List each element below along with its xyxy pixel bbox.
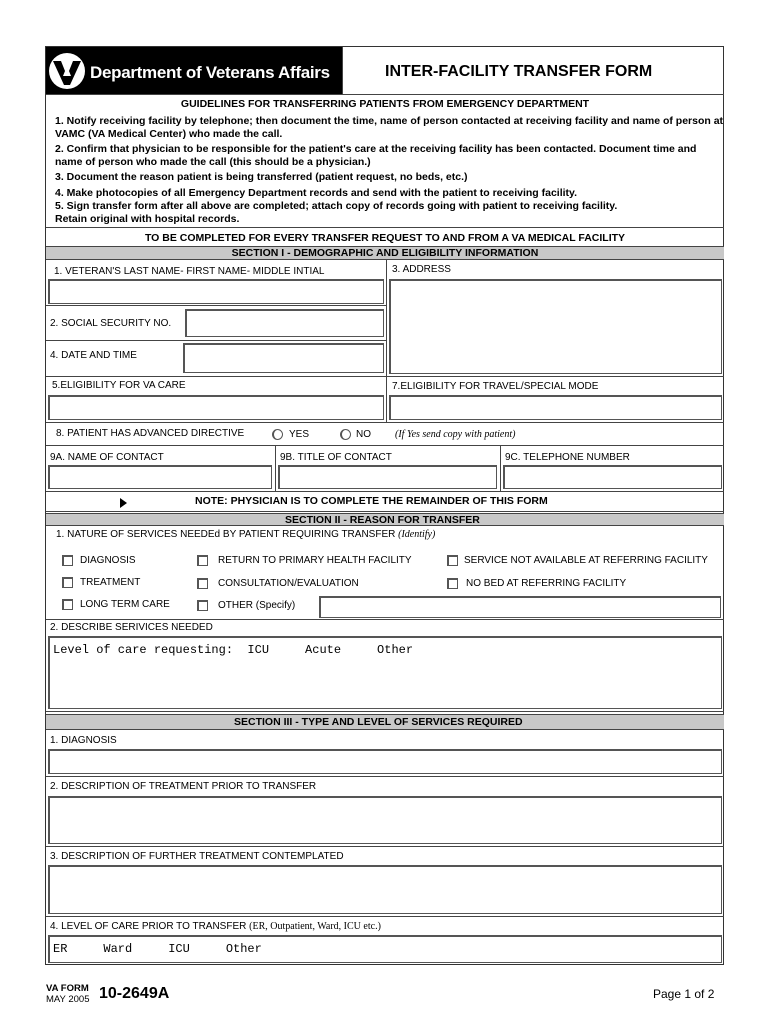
other-specify-field[interactable] xyxy=(319,596,721,618)
guideline-3: 3. Document the reason patient is being transferred (patient request, no beds, etc.) xyxy=(55,171,468,183)
describe-services-value: Level of care requesting: ICU Acute Other xyxy=(53,643,414,657)
return-primary-option-label: RETURN TO PRIMARY HEALTH FACILITY xyxy=(218,555,412,566)
level-of-care-value: ER Ward ICU Other xyxy=(53,942,262,956)
date-time-label: 4. DATE AND TIME xyxy=(50,350,137,361)
form-title: INTER-FACILITY TRANSFER FORM xyxy=(385,63,653,80)
form-number: 10-2649A xyxy=(99,985,170,1002)
no-bed-checkbox[interactable] xyxy=(447,578,458,589)
treatment-option-label: TREATMENT xyxy=(80,577,141,588)
prior-treatment-field[interactable] xyxy=(48,796,722,844)
section3-title: SECTION III - TYPE AND LEVEL OF SERVICES REQUIRED xyxy=(234,716,523,728)
other-option-label: OTHER (Specify) xyxy=(218,600,296,611)
consultation-option-label: CONSULTATION/EVALUATION xyxy=(218,578,359,589)
agency-name: Department of Veterans Affairs xyxy=(90,63,330,82)
treatment-checkbox[interactable] xyxy=(62,577,73,588)
ssn-field[interactable] xyxy=(185,309,384,337)
arrow-right-icon xyxy=(120,498,127,508)
section2-title: SECTION II - REASON FOR TRANSFER xyxy=(285,514,480,526)
directive-no-label: NO xyxy=(356,429,371,440)
further-treatment-field[interactable] xyxy=(48,865,722,914)
return-primary-checkbox[interactable] xyxy=(197,555,208,566)
page-number: Page 1 of 2 xyxy=(653,987,715,1001)
level-of-care-text: 4. LEVEL OF CARE PRIOR TO TRANSFER xyxy=(50,921,247,932)
nature-services-text: 1. NATURE OF SERVICES NEEDEd BY PATIENT REQUIRING TRANSFER xyxy=(56,529,396,540)
long-term-care-checkbox[interactable] xyxy=(62,599,73,610)
contact-title-label: 9B. TITLE OF CONTACT xyxy=(280,452,392,463)
ssn-label: 2. SOCIAL SECURITY NO. xyxy=(50,318,172,329)
directive-note: (If Yes send copy with patient) xyxy=(395,429,516,440)
guideline-4: 4. Make photocopies of all Emergency Department records and send with the patient to receiving facility. xyxy=(55,187,578,199)
directive-yes-radio[interactable] xyxy=(272,429,283,440)
eligibility-travel-label: 7.ELIGIBILITY FOR TRAVEL/SPECIAL MODE xyxy=(392,381,599,392)
further-treatment-label: 3. DESCRIPTION OF FURTHER TREATMENT CONTEMPLATED xyxy=(50,851,344,862)
service-not-available-checkbox[interactable] xyxy=(447,555,458,566)
physician-note: NOTE: PHYSICIAN IS TO COMPLETE THE REMAINDER OF THIS FORM xyxy=(195,495,548,507)
diagnosis-label: 1. DIAGNOSIS xyxy=(50,735,117,746)
eligibility-va-label: 5.ELIGIBILITY FOR VA CARE xyxy=(52,380,186,391)
guidelines-title: GUIDELINES FOR TRANSFERRING PATIENTS FROM EMERGENCY DEPARTMENT xyxy=(180,98,590,110)
address-field[interactable] xyxy=(389,279,722,374)
guideline-1: 1. Notify receiving facility by telephone; then document the time, name of person contacted at receiving facility and name of person at VAMC (VA Medical Center) who made the call. xyxy=(55,115,724,140)
section1-title: SECTION I - DEMOGRAPHIC AND ELIGIBILITY INFORMATION xyxy=(231,247,539,259)
contact-name-label: 9A. NAME OF CONTACT xyxy=(50,452,164,463)
describe-services-label: 2. DESCRIBE SERIVICES NEEDED xyxy=(50,622,213,633)
long-term-care-option-label: LONG TERM CARE xyxy=(80,599,170,610)
consultation-checkbox[interactable] xyxy=(197,578,208,589)
eligibility-va-field[interactable] xyxy=(48,395,384,420)
no-bed-option-label: NO BED AT REFERRING FACILITY xyxy=(466,578,627,589)
service-not-available-option-label: SERVICE NOT AVAILABLE AT REFERRING FACILITY xyxy=(464,555,708,566)
other-checkbox[interactable] xyxy=(197,600,208,611)
address-label: 3. ADDRESS xyxy=(392,264,451,275)
level-of-care-label xyxy=(50,921,381,932)
veteran-name-label: 1. VETERAN'S LAST NAME- FIRST NAME- MIDDLE INTIAL xyxy=(54,266,325,277)
diagnosis-field[interactable] xyxy=(48,749,722,774)
diagnosis-option-label: DIAGNOSIS xyxy=(80,555,136,566)
prior-treatment-label: 2. DESCRIPTION OF TREATMENT PRIOR TO TRANSFER xyxy=(50,781,317,792)
diagnosis-checkbox[interactable] xyxy=(62,555,73,566)
eligibility-travel-field[interactable] xyxy=(389,395,722,420)
directive-no-radio[interactable] xyxy=(340,429,351,440)
contact-name-field[interactable] xyxy=(48,465,272,489)
va-logo-icon xyxy=(48,52,86,90)
advanced-directive-label: 8. PATIENT HAS ADVANCED DIRECTIVE xyxy=(56,428,245,439)
contact-title-field[interactable] xyxy=(278,465,497,489)
level-of-care-note: (ER, Outpatient, Ward, ICU etc.) xyxy=(249,921,381,932)
guideline-2: 2. Confirm that physician to be responsible for the patient's care at the receiving facility has been contacted. Document time and name of person who made the call (this should be a physician.) xyxy=(55,143,697,168)
guideline-5: 5. Sign transfer form after all above are completed; attach copy of records going with patient to receiving facility. Retain original with hospital records. xyxy=(55,200,618,225)
footer-date: MAY 2005 xyxy=(46,994,90,1005)
veteran-name-field[interactable] xyxy=(48,279,384,304)
contact-phone-label: 9C. TELEPHONE NUMBER xyxy=(505,452,630,463)
nature-services-label xyxy=(56,529,435,540)
nature-services-note: (Identify) xyxy=(398,529,436,540)
footer-va-form: VA FORM xyxy=(46,983,89,994)
completion-notice: TO BE COMPLETED FOR EVERY TRANSFER REQUEST TO AND FROM A VA MEDICAL FACILITY xyxy=(144,232,626,244)
date-time-field[interactable] xyxy=(183,343,384,373)
contact-phone-field[interactable] xyxy=(503,465,722,489)
directive-yes-label: YES xyxy=(289,429,310,440)
